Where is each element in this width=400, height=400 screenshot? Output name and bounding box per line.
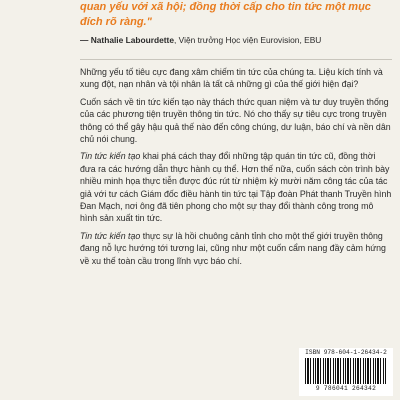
paragraph-2-text: Cuốn sách về tin tức kiến tạo này thách thức quan niệm và tư duy truyền thống của các phương tiện truyền thông tin tức. Nó cho thấy sự tiêu cực trong truyền thông có thể gây hậu quả thế nào đến công chúng, dư luận, báo chí và nền dân chủ nói chung. — [80, 96, 391, 145]
quote-line-2: đích rõ ràng." — [80, 16, 152, 28]
barcode-icon — [305, 358, 387, 384]
paragraph-3-text: khai phá cách thay đổi những tập quán tin tức cũ, đồng thời đưa ra các hướng dẫn thực hành cụ thể. Hơn thế nữa, cuốn sách còn trình bày nhiều minh họa thực tiễn được đúc rút từ nhiệm kỳ mười năm công tác của tác giả với tư cách Giám đốc điều hành tin tức tại Tập đoàn Phát thanh Truyền hình Đan Mạch, nơi ông đã tiên phong cho một sự thay đổi thành công trong mô hình sản xuất tin tức. — [80, 151, 392, 224]
attribution-role: , Viện trưởng Học viện Eurovision, EBU — [174, 35, 322, 45]
pull-quote — [80, 0, 392, 30]
paragraph-2 — [80, 96, 392, 146]
quote-line-1: quan yếu với xã hội; đồng thời cấp cho tin tức một mục — [80, 1, 371, 13]
section-divider — [80, 59, 392, 60]
book-title-italic: Tin tức kiến tạo — [80, 151, 141, 162]
book-title-italic: Tin tức kiến tạo — [80, 230, 141, 241]
paragraph-4-text: thực sự là hồi chuông cảnh tỉnh cho một thế giới truyền thông đang nỗ lực hướng tới tương lai, cũng như một cuốn cẩm nang đầy cảm hứng về xu thế toàn cầu trong lĩnh vực báo chí. — [80, 230, 386, 266]
quote-attribution — [80, 34, 395, 46]
paragraph-1-text: Những yếu tố tiêu cực đang xâm chiếm tin tức của chúng ta. Liệu kích tính và xung đột, nạn nhân và tội nhân là tất cả những gì của thế giới hiện đại? — [80, 67, 383, 90]
isbn-barcode-block — [299, 348, 393, 396]
paragraph-3 — [80, 150, 392, 224]
paragraph-4 — [80, 230, 392, 267]
isbn-label: ISBN 978-604-1-26434-2 — [305, 349, 387, 356]
book-description — [80, 66, 392, 272]
paragraph-1 — [80, 66, 392, 91]
attribution-name: — Nathalie Labourdette — [80, 35, 174, 45]
barcode-digits: 9 786041 264342 — [315, 385, 377, 392]
